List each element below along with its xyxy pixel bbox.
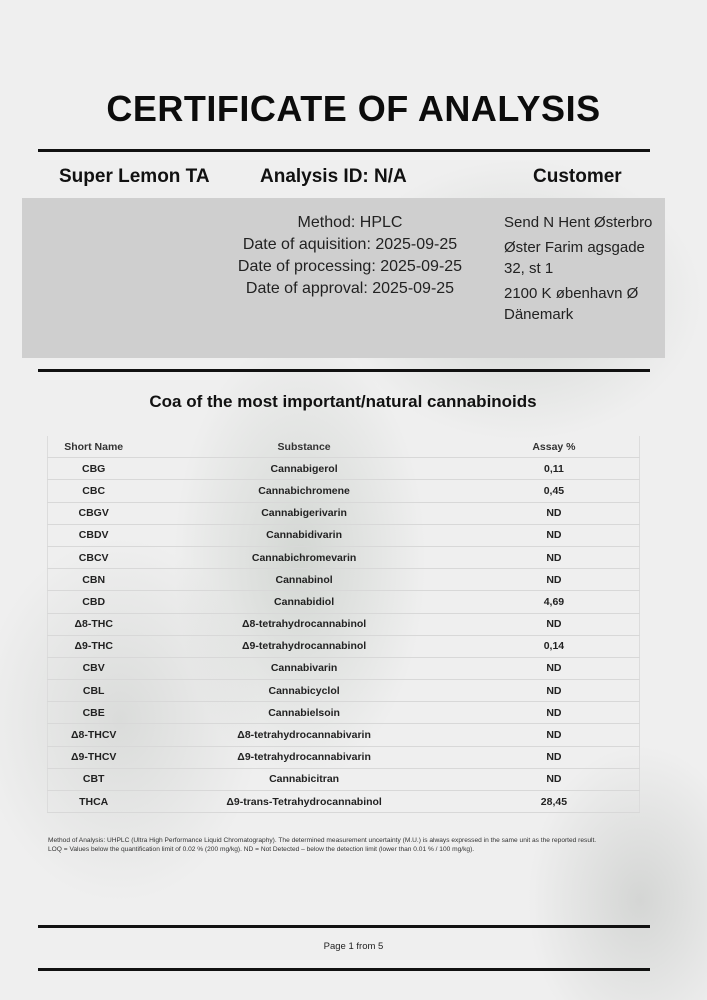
- substance-cell: Δ8-tetrahydrocannabivarin: [139, 724, 468, 746]
- short-name-cell: CBG: [48, 458, 140, 480]
- footer-divider: [38, 968, 650, 971]
- middle-divider: [38, 369, 650, 372]
- table-row: [48, 791, 640, 813]
- substance-cell: Δ8-tetrahydrocannabinol: [139, 613, 468, 635]
- short-name-cell: CBN: [48, 569, 140, 591]
- method-line: Method: HPLC: [297, 214, 403, 231]
- assay-cell: ND: [469, 768, 640, 790]
- assay-cell: ND: [469, 724, 640, 746]
- substance-cell: Cannabigerivarin: [139, 502, 468, 524]
- table-row: [48, 613, 640, 635]
- substance-cell: Cannabicyclol: [139, 680, 468, 702]
- substance-cell: Cannabielsoin: [139, 702, 468, 724]
- table-row: [48, 768, 640, 790]
- short-name-cell: THCA: [48, 791, 140, 813]
- substance-cell: Cannabinol: [139, 569, 468, 591]
- short-name-cell: CBD: [48, 591, 140, 613]
- assay-cell: ND: [469, 702, 640, 724]
- assay-cell: ND: [469, 746, 640, 768]
- assay-cell: ND: [469, 680, 640, 702]
- table-row: [48, 458, 640, 480]
- cannabinoid-table: [47, 436, 640, 813]
- short-name-cell: Δ8-THC: [48, 613, 140, 635]
- substance-cell: Cannabichromene: [139, 480, 468, 502]
- method-info: [225, 212, 475, 300]
- page-number: Page 1 from 5: [323, 941, 384, 952]
- short-name-cell: Δ8-THCV: [48, 724, 140, 746]
- short-name-cell: Δ9-THC: [48, 635, 140, 657]
- assay-cell: 28,45: [469, 791, 640, 813]
- table-row: [48, 569, 640, 591]
- substance-cell: Cannabigerol: [139, 458, 468, 480]
- table-row: [48, 724, 640, 746]
- short-name-cell: CBT: [48, 768, 140, 790]
- assay-cell: ND: [469, 657, 640, 679]
- assay-cell: 0,11: [469, 458, 640, 480]
- assay-cell: ND: [469, 569, 640, 591]
- table-header-row: [48, 436, 640, 458]
- substance-cell: Cannabidiol: [139, 591, 468, 613]
- substance-cell: Cannabicitran: [139, 768, 468, 790]
- page-title: CERTIFICATE OF ANALYSIS: [106, 88, 601, 129]
- acquisition-date: Date of aquisition: 2025-09-25: [242, 236, 458, 253]
- header-substance: Substance: [139, 436, 468, 458]
- substance-cell: Cannabichromevarin: [139, 546, 468, 568]
- top-divider: [38, 149, 650, 152]
- customer-heading: Customer: [533, 166, 622, 187]
- substance-cell: Cannabivarin: [139, 657, 468, 679]
- table-row: [48, 591, 640, 613]
- assay-cell: ND: [469, 546, 640, 568]
- substance-cell: Δ9-tetrahydrocannabinol: [139, 635, 468, 657]
- table-row: [48, 480, 640, 502]
- approval-date: Date of approval: 2025-09-25: [245, 280, 455, 297]
- substance-cell: Cannabidivarin: [139, 524, 468, 546]
- customer-city: 2100 K øbenhavn Ø Dänemark: [504, 285, 639, 323]
- table-row: [48, 502, 640, 524]
- section-title: Coa of the most important/natural cannabinoids: [149, 392, 537, 411]
- method-footnote: [48, 836, 648, 854]
- bottom-divider: [38, 925, 650, 928]
- short-name-cell: Δ9-THCV: [48, 746, 140, 768]
- table-row: [48, 546, 640, 568]
- table-row: [48, 680, 640, 702]
- table-row: [48, 702, 640, 724]
- assay-cell: ND: [469, 613, 640, 635]
- table-row: [48, 524, 640, 546]
- assay-cell: 4,69: [469, 591, 640, 613]
- short-name-cell: CBGV: [48, 502, 140, 524]
- table-row: [48, 746, 640, 768]
- substance-cell: Δ9-tetrahydrocannabivarin: [139, 746, 468, 768]
- footnote-line: Method of Analysis: UHPLC (Ultra High Performance Liquid Chromatography). The determined measurement uncertainty (M.U.) is always expressed in the same unit as the reported result.: [48, 837, 597, 844]
- short-name-cell: CBL: [48, 680, 140, 702]
- customer-address: [504, 212, 664, 329]
- short-name-cell: CBC: [48, 480, 140, 502]
- header-assay: Assay %: [469, 436, 640, 458]
- assay-cell: 0,14: [469, 635, 640, 657]
- substance-cell: Δ9-trans-Tetrahydrocannabinol: [139, 791, 468, 813]
- short-name-cell: CBV: [48, 657, 140, 679]
- short-name-cell: CBDV: [48, 524, 140, 546]
- product-name: Super Lemon TA: [59, 166, 210, 187]
- table-row: [48, 657, 640, 679]
- short-name-cell: CBE: [48, 702, 140, 724]
- customer-name: Send N Hent Østerbro: [504, 214, 653, 231]
- assay-cell: ND: [469, 524, 640, 546]
- customer-street: Øster Farim agsgade 32, st 1: [504, 239, 645, 277]
- analysis-id: Analysis ID: N/A: [260, 166, 407, 187]
- assay-cell: 0,45: [469, 480, 640, 502]
- table-row: [48, 635, 640, 657]
- assay-cell: ND: [469, 502, 640, 524]
- processing-date: Date of processing: 2025-09-25: [237, 258, 463, 275]
- short-name-cell: CBCV: [48, 546, 140, 568]
- footnote-line: LOQ = Values below the quantification limit of 0.02 % (200 mg/kg). ND = Not Detected – below the detection limit (lower than 0.01 % / 100 mg/kg).: [48, 846, 475, 853]
- header-short-name: Short Name: [48, 436, 140, 458]
